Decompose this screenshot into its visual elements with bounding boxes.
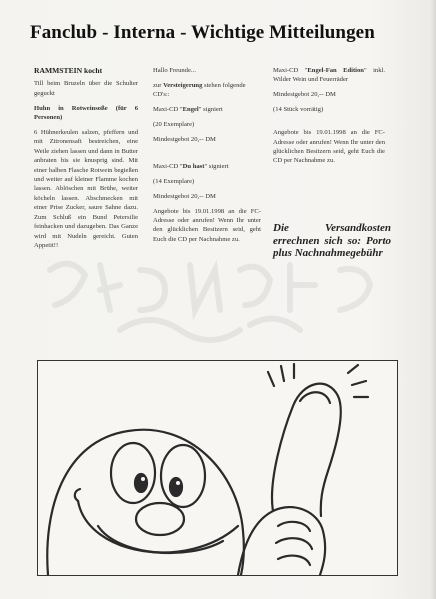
item2-min-bid: Mindestgebot 20,-- DM — [153, 192, 216, 200]
shipping-cost-tagline: Die Versandkosten errechnen sich so: Porto plus Nachnahmegebühr — [273, 222, 391, 259]
item2-title — [153, 162, 261, 171]
auction-suffix: stehen folgende CD's:: — [153, 81, 246, 99]
page-edge-shadow — [430, 0, 436, 599]
item2-prefix: Maxi-CD " — [153, 162, 183, 170]
auction-keyword: Versteigerung — [163, 81, 203, 89]
item1-count: (20 Exemplare) — [153, 121, 195, 129]
cartoon-thumbs-up-icon — [38, 361, 397, 575]
auction-prefix: zur — [153, 81, 164, 89]
item1-suffix: " signiert — [198, 106, 223, 114]
recipe-intro: Till beim Bruzeln über die Schulter geguckt — [34, 80, 138, 97]
column-auction — [153, 66, 261, 250]
column-recipe — [34, 66, 138, 256]
offers-text-col2: Angebote bis 19.01.1998 an die FC-Adresse oder anrufen! Wenn Ihr unter den glücklichen Besitzern seid, geht Euch die CD per Nachnahme zu. — [153, 207, 261, 243]
item1-prefix: Maxi-CD " — [153, 106, 183, 114]
offers-text-col3: Angebote bis 19.01.1998 an die FC-Adresse oder anrufen! Wenn Ihr unter den glücklichen Besitzern seid, geht Euch die CD per Nachnahme zu. — [273, 129, 385, 165]
item1-name: Engel — [182, 106, 199, 114]
item1-title — [153, 105, 261, 114]
item2-name: Du hast — [182, 162, 205, 170]
recipe-text: 6 Hühnerkeulen salzen, pfeffern und mit Zitronensaft bestreichen, eine Weile ziehen lassen und dann in Butter anbraten bis sie knusprig sind. Mit einer halben Flasche Rotwein begießen und weiter auf kleiner Flamme kochen lassen. Ablöschen mit Brühe, weiter köcheln lassen. Abschmecken mit einer Prise Zucker, saure Sahne dazu. Zum Schluß ein Bund Petersilie feinhacken und dazugeben. Das Ganze wird mit Nudeln gereicht. Guten Appetit!! — [34, 129, 138, 249]
recipe-title: Huhn in Rotweinsoße (für 6 Personen) — [34, 104, 138, 122]
show-through-icon — [40, 250, 410, 360]
item3-name: Engel-Fan Edition — [307, 67, 364, 74]
item3-suffix: " inkl. Wilder Wein und Feuerräder — [273, 67, 385, 84]
recipe-heading: RAMMSTEIN kocht — [34, 66, 103, 75]
item1-min-bid: Mindestgebot 20,-- DM — [153, 136, 216, 144]
item3-count: (14 Stück vorrätig) — [273, 106, 324, 114]
item2-count: (14 Exemplare) — [153, 177, 195, 185]
page-title: Fanclub - Interna - Wichtige Mitteilungen — [30, 22, 375, 43]
cartoon-frame — [37, 360, 398, 576]
auction-intro — [153, 81, 261, 100]
item3-prefix: Maxi-CD " — [273, 67, 308, 74]
item2-suffix: " signiert — [204, 162, 229, 170]
greeting-text: Hallo Freunde... — [153, 67, 196, 74]
item3-title — [273, 66, 385, 85]
column-fan-edition — [273, 66, 385, 171]
item3-min-bid: Mindestgebot 20,-- DM — [273, 91, 336, 99]
